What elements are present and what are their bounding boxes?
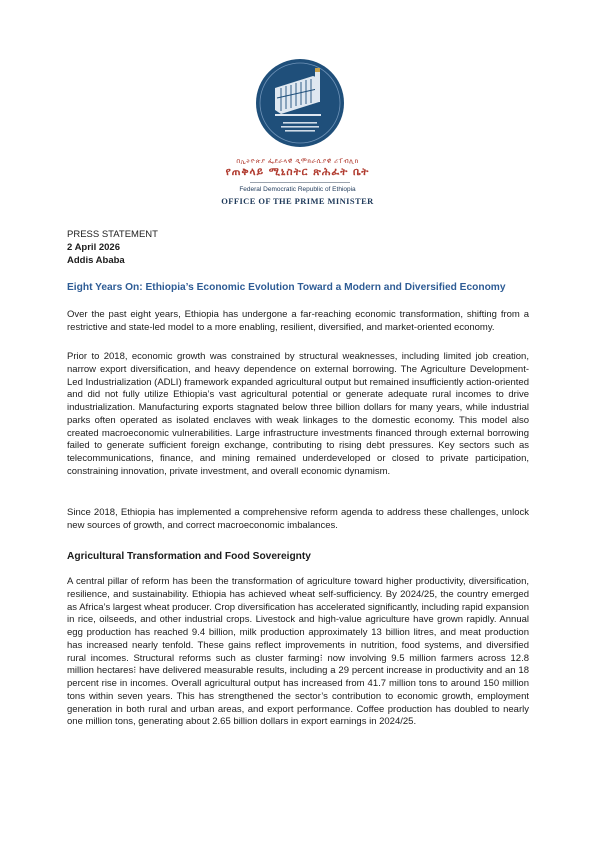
letterhead-amharic-line1: በኢትዮጵያ ፌደራላዊ ዲሞክራሲያዊ ሪፐብሊክ	[236, 157, 359, 165]
paragraph-intro: Over the past eight years, Ethiopia has undergone a far-reaching economic transformation, shifting from a restrictive and state-led model to a more enabling, resilient, diversified, and market-oriented economy.	[67, 309, 529, 333]
statement-date: 2 April 2026	[67, 242, 120, 253]
press-header	[67, 228, 158, 267]
letterhead-country: Federal Democratic Republic of Ethiopia	[239, 186, 356, 193]
section-heading: Agricultural Transformation and Food Sovereignty	[67, 551, 311, 562]
letterhead-divider	[250, 182, 350, 183]
paragraph-agriculture: A central pillar of reform has been the transformation of agriculture toward higher productivity, diversification, resilience, and sustainability. Ethiopia has achieved wheat self-sufficiency. By 2024/25, the country emerged as Africa’s largest wheat producer. Crop diversification has accelerated significantly, including rapid expansion in rice, oilseeds, and other industrial crops. Livestock and high-value agriculture have grown rapidly. Annual egg production has reached 9.4 billion, milk production approximately 13 billion litres, and meat production has increased nearly tenfold. These gains reflect improvements in nutrition, food systems, and diversified rural incomes. Structural reforms such as cluster farming⁝ now involving 9.5 million farmers across 12.8 million hectares⁝ have delivered measurable results, including a 29 percent increase in productivity and an 18 percent rise in incomes. Overall agricultural output has increased from 41.7 million tons to around 150 million tons within seven years. This has strengthened the sector’s contribution to economic growth, employment generation in both rural and urban areas, and export performance. Coffee production has doubled to nearly one million tons, generating about 2.65 billion dollars in export earnings in 2024/25.	[67, 576, 529, 728]
document-title: Eight Years On: Ethiopia’s Economic Evolution Toward a Modern and Diversified Economy	[67, 282, 506, 293]
letterhead-office: OFFICE OF THE PRIME MINISTER	[221, 196, 374, 206]
statement-type: PRESS STATEMENT	[67, 229, 158, 240]
letterhead-amharic-office: የጠቅላይ ሚኒስትር ጽሕፈት ቤት	[225, 166, 370, 178]
paragraph-reform-agenda: Since 2018, Ethiopia has implemented a comprehensive reform agenda to address these challenges, unlock new sources of growth, and correct macroeconomic imbalances.	[67, 507, 529, 531]
paragraph-pre-2018: Prior to 2018, economic growth was constrained by structural weaknesses, including limited job creation, narrow export diversification, and heavy dependence on external borrowing. The Agriculture Development-Led Industrialization (ADLI) framework expanded agricultural output but remained insufficiently action-oriented and did not fully utilize Ethiopia’s vast agricultural potential or generate adequate rural incomes to drive industrialization. Manufacturing exports stagnated below three billion dollars for many years, while industrial parks often operated as isolated enclaves with weak linkages to the domestic economy. This model also created macroeconomic vulnerabilities. Large infrastructure investments financed through external borrowing failed to generate sufficient foreign exchange, contributing to rising debt pressures. Key sectors such as telecommunications, finance, and mining remained underdeveloped or closed to private participation, constraining innovation, private investment, and overall economic dynamism.	[67, 351, 529, 477]
statement-place: Addis Ababa	[67, 255, 125, 266]
office-seal-logo	[255, 58, 345, 148]
